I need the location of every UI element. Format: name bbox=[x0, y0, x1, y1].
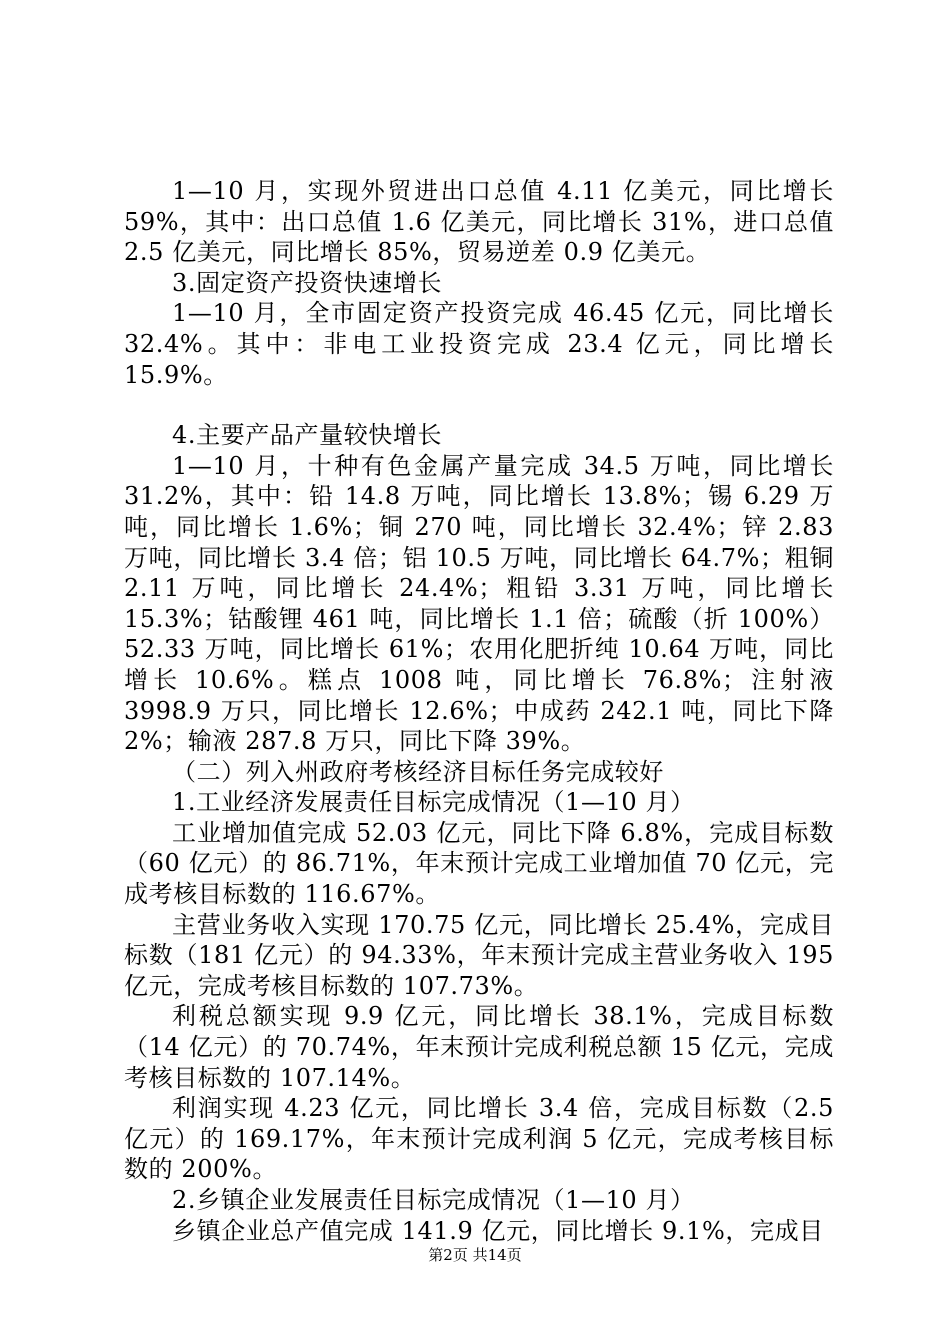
heading-industrial-targets: 1.工业经济发展责任目标完成情况（1—10 月） bbox=[172, 788, 695, 817]
paragraph-profit-tax: 利税总额实现 9.9 亿元，同比增长 38.1%，完成目标数（14 亿元）的 70.74%，年末预计完成利税总额 15 亿元，完成考核目标数的 107.14%。 bbox=[124, 1002, 834, 1092]
paragraph-product-output: 1—10 月，十种有色金属产量完成 34.5 万吨，同比增长 31.2%，其中：铅 14.8 万吨，同比增长 13.8%；锡 6.29 万吨，同比增长 1.6%；铜 270 吨，同比增长 32.4%；锌 2.83 万吨，同比增长 3.4 倍；铝 10.5 万吨，同比增长 64.7%；粗铜 2.11 万吨，同比增长 24.4%；粗铅 3.31 万吨，同比增长 15.3%；钴酸锂 461 吨，同比增长 1.1 倍；硫酸（折 100%）52.33 万吨，同比增长 61%；农用化肥折纯 10.64 万吨，同比增长 10.6%。糕点 1008 吨，同比增长 76.8%；注射液 3998.9 万只，同比增长 12.6%；中成药 242.1 吨，同比下降 2%；输液 287.8 万只，同比下降 39%。 bbox=[124, 451, 834, 756]
paragraph-foreign-trade: 1—10 月，实现外贸进出口总值 4.11 亿美元，同比增长 59%，其中：出口总值 1.6 亿美元，同比增长 31%，进口总值 2.5 亿美元，同比增长 85%，贸易逆差 0.9 亿美元。 bbox=[124, 177, 834, 267]
paragraph-main-business-revenue: 主营业务收入实现 170.75 亿元，同比增长 25.4%，完成目标数（181 亿元）的 94.33%，年末预计完成主营业务收入 195 亿元，完成考核目标数的 107.73%。 bbox=[124, 910, 834, 1000]
page-number-footer: 第2页 共14页 bbox=[428, 1246, 522, 1264]
paragraph-profit: 利润实现 4.23 亿元，同比增长 3.4 倍，完成目标数（2.5 亿元）的 169.17%，年末预计完成利润 5 亿元，完成考核目标数的 200%。 bbox=[124, 1094, 834, 1184]
document-body bbox=[124, 176, 834, 1246]
heading-township-enterprise: 2.乡镇企业发展责任目标完成情况（1—10 月） bbox=[172, 1186, 695, 1214]
heading-section-two: （二）列入州政府考核经济目标任务完成较好 bbox=[172, 757, 664, 786]
paragraph-fixed-asset-investment: 1—10 月，全市固定资产投资完成 46.45 亿元，同比增长 32.4%。其中：非电工业投资完成 23.4 亿元，同比增长 15.9%。 bbox=[124, 299, 834, 389]
heading-product-output: 4.主要产品产量较快增长 bbox=[172, 421, 443, 450]
heading-fixed-asset-investment: 3.固定资产投资快速增长 bbox=[172, 268, 443, 297]
paragraph-industrial-value-added: 工业增加值完成 52.03 亿元，同比下降 6.8%，完成目标数（60 亿元）的 86.71%，年末预计完成工业增加值 70 亿元，完成考核目标数的 116.67%。 bbox=[124, 818, 834, 909]
paragraph-township-output: 乡镇企业总产值完成 141.9 亿元，同比增长 9.1%，完成目 bbox=[172, 1216, 824, 1245]
